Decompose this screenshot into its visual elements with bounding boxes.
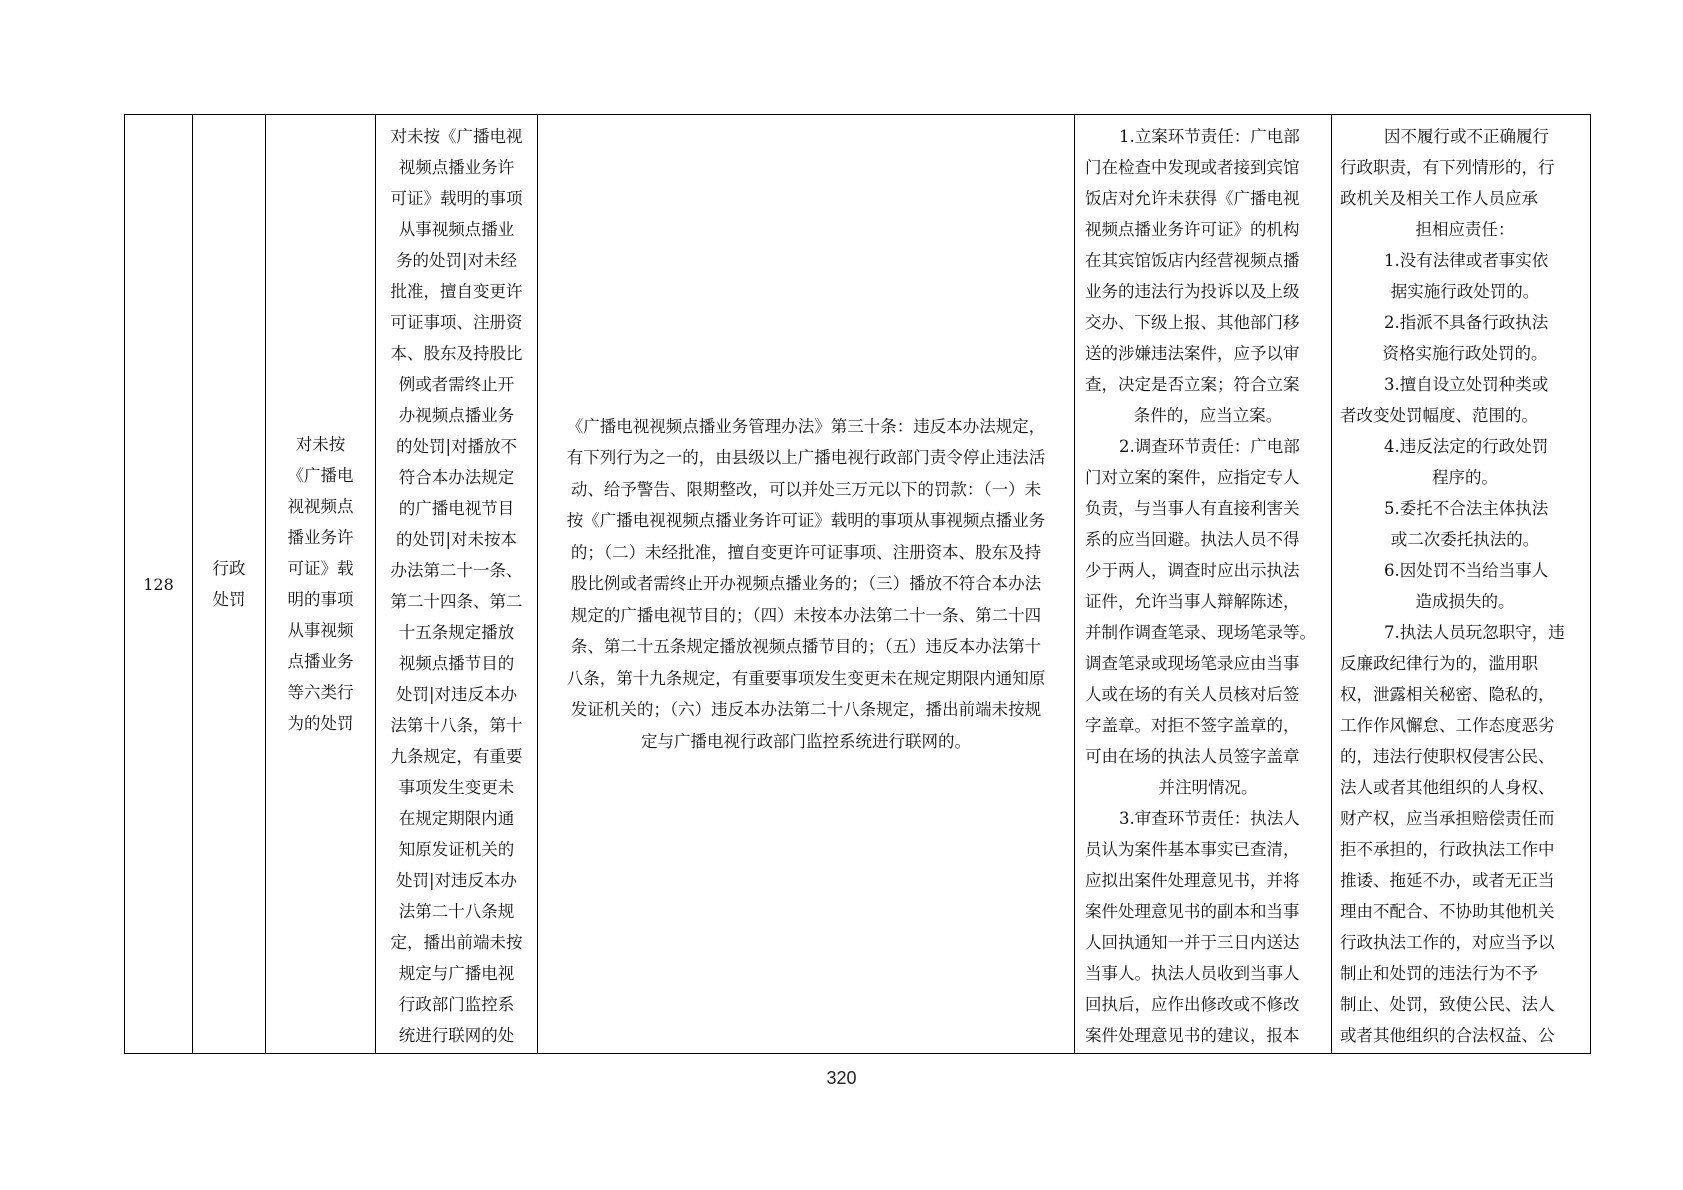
sub-item-line: 可证事项、注册资 [390,313,523,332]
liability-line: 5.委托不合法主体执法 [1384,499,1549,518]
liability-line: 理由不配合、不协助其他机关 [1340,902,1555,921]
liability-line: 6.因处罚不当给当事人 [1384,561,1549,580]
liability-line: 政机关及相关工作人员应承 [1340,189,1538,208]
table-row [125,115,1591,1054]
duty-line: 门在检查中发现或者接到宾馆 [1085,158,1300,177]
legal-basis-line: 《广播电视视频点播业务管理办法》第三十条：违反本办法规定， [566,416,1046,436]
sub-item-line: 行政部门监控系 [398,995,515,1014]
duty-line: 人回执通知一并于三日内送达 [1085,933,1300,952]
sub-item-line: 视频点播业务许 [398,158,515,177]
liability-line: 制止和处罚的违法行为不予 [1340,964,1538,983]
liability-line: 法人或者其他组织的人身权、 [1340,778,1555,797]
duty-line: 交办、下级上报、其他部门移 [1085,313,1300,332]
legal-basis-line: 规定的广播电视节目的；（四）未按本办法第二十一条、第二十四 [570,605,1042,625]
liability-line: 拒不承担的，行政执法工作中 [1340,840,1555,859]
duty-cell [1075,115,1332,1054]
liability-line: 资格实施行政处罚的。 [1382,344,1548,363]
liability-line: 因不履行或不正确履行 [1384,127,1549,146]
legal-basis-line: 八条，第十九条规定，有重要事项发生变更未在规定期限内通知原 [566,668,1046,688]
sub-item-line: 统进行联网的处 [398,1026,515,1045]
item-name-line: 视视频点 [287,497,354,516]
liability-line: 反廉政纪律行为的，滥用职 [1340,654,1538,673]
duty-line: 条件的，应当立案。 [1133,406,1283,425]
legal-basis-line: 按《广播电视视频点播业务许可证》载明的事项从事视频点播业务 [566,511,1046,531]
liability-line: 或二次委托执法的。 [1390,530,1540,549]
liability-line: 推诿、拖延不办，或者无正当 [1340,871,1555,890]
duty-line: 视频点播业务许可证》的机构 [1085,220,1300,239]
sub-item-line: 本、股东及持股比 [390,344,523,363]
duty-line: 并注明情况。 [1158,778,1258,797]
sub-item-line: 可证》载明的事项 [390,189,523,208]
row-number: 128 [125,115,193,1054]
sub-item-line: 视频点播节目的 [398,654,515,673]
liability-line: 或者其他组织的合法权益、公 [1340,1026,1555,1045]
liability-cell [1332,115,1591,1054]
duty-line: 在其宾馆饭店内经营视频点播 [1085,251,1300,270]
liability-line: 3.擅自设立处罚种类或 [1384,375,1549,394]
duty-line: 送的涉嫌违法案件，应予以审 [1085,344,1300,363]
sub-item-line: 法第二十八条规 [398,902,515,921]
duty-line: 案件处理意见书的建议，报本 [1085,1026,1300,1045]
duty-line: 1.立案环节责任：广电部 [1119,127,1300,146]
sub-item-line: 从事视频点播业 [398,220,515,239]
sub-item-line: 的处罚|对未按本 [395,530,518,549]
duty-line: 员认为案件基本事实已查清， [1085,840,1300,859]
regulation-table [124,114,1591,1054]
category-line: 处罚 [212,590,246,609]
legal-basis-line: 定与广播电视行政部门监控系统进行联网的。 [641,731,971,751]
liability-line: 的，违法行使职权侵害公民、 [1340,747,1555,766]
item-name-line: 可证》载 [287,559,354,578]
duty-line: 调查笔录或现场笔录应由当事 [1085,654,1300,673]
sub-items-text [376,115,537,1051]
liability-line: 程序的。 [1432,468,1498,487]
duty-line: 饭店对允许未获得《广播电视 [1085,189,1300,208]
legal-basis-line: 发证机关的；（六）违反本办法第二十八条规定，播出前端未按规 [570,700,1042,720]
item-name-line: 点播业务 [287,652,354,671]
duty-text [1075,115,1331,1051]
sub-item-line: 的处罚|对播放不 [395,437,518,456]
sub-item-line: 对未按《广播电视 [390,127,523,146]
category-text [193,553,265,615]
item-name-line: 为的处罚 [287,714,354,733]
sub-item-line: 事项发生变更未 [398,778,515,797]
sub-item-line: 例或者需终止开 [398,375,515,394]
item-name-line: 对未按 [295,435,346,454]
liability-line: 4.违反法定的行政处罚 [1384,437,1549,456]
duty-line: 少于两人，调查时应出示执法 [1085,561,1300,580]
page-number: 320 [826,1068,857,1088]
duty-line: 2.调查环节责任：广电部 [1119,437,1300,456]
duty-line: 证件，允许当事人辩解陈述， [1085,592,1300,611]
liability-line: 造成损失的。 [1415,592,1515,611]
liability-line: 2.指派不具备行政执法 [1384,313,1549,332]
duty-line: 业务的违法行为投诉以及上级 [1085,282,1300,301]
liability-text [1332,115,1590,1051]
liability-line: 据实施行政处罚的。 [1390,282,1540,301]
item-name-line: 明的事项 [287,590,354,609]
legal-basis-line: 股比例或者需终止开办视频点播业务的；（三）播放不符合本办法 [570,574,1042,594]
liability-line: 权，泄露相关秘密、隐私的， [1340,685,1555,704]
item-name-line: 播业务许 [287,528,354,547]
legal-basis-line: 的；（二）未经批准，擅自变更许可证事项、注册资本、股东及持 [570,542,1042,562]
duty-line: 应拟出案件处理意见书，并将 [1085,871,1300,890]
duty-line: 可由在场的执法人员签字盖章 [1085,747,1300,766]
liability-line: 担相应责任： [1415,220,1515,239]
sub-item-line: 符合本办法规定 [398,468,515,487]
duty-line: 负责，与当事人有直接利害关 [1085,499,1300,518]
liability-line: 者改变处罚幅度、范围的。 [1340,406,1538,425]
duty-line: 3.审查环节责任：执法人 [1119,809,1300,828]
sub-item-line: 在规定期限内通 [398,809,515,828]
liability-line: 工作作风懈怠、工作态度恶劣 [1340,716,1555,735]
sub-item-line: 定，播出前端未按 [390,933,523,952]
duty-line: 回执后，应作出修改或不修改 [1085,995,1300,1014]
sub-item-line: 处罚|对违反本办 [395,871,518,890]
sub-item-line: 第二十四条、第二 [390,592,523,611]
sub-item-line: 批准，擅自变更许 [390,282,523,301]
sub-item-line: 十五条规定播放 [398,623,515,642]
sub-item-line: 务的处罚|对未经 [395,251,518,270]
legal-basis-text [538,411,1074,758]
duty-line: 门对立案的案件，应指定专人 [1085,468,1300,487]
duty-line: 案件处理意见书的副本和当事 [1085,902,1300,921]
duty-line: 当事人。执法人员收到当事人 [1085,964,1300,983]
liability-line: 7.执法人员玩忽职守，违 [1384,623,1565,642]
sub-item-line: 法第十八条，第十 [390,716,523,735]
sub-item-line: 规定与广播电视 [398,964,515,983]
item-name-line: 等六类行 [287,683,354,702]
item-name-line: 从事视频 [287,621,354,640]
duty-line: 字盖章。对拒不签字盖章的， [1085,716,1300,735]
category-line: 行政 [212,559,246,578]
sub-items-cell [376,115,538,1054]
duty-line: 系的应当回避。执法人员不得 [1085,530,1300,549]
item-name-cell [266,115,376,1054]
duty-line: 人或在场的有关人员核对后签 [1085,685,1300,704]
liability-line: 行政执法工作的，对应当予以 [1340,933,1555,952]
sub-item-line: 处罚|对违反本办 [395,685,518,704]
legal-basis-line: 动、给予警告、限期整改，可以并处三万元以下的罚款：（一）未 [570,479,1042,499]
item-name-line: 《广播电 [287,466,354,485]
duty-line: 查，决定是否立案；符合立案 [1085,375,1300,394]
legal-basis-line: 有下列行为之一的，由县级以上广播电视行政部门责令停止违法活 [566,448,1046,468]
liability-line: 制止、处罚，致使公民、法人 [1340,995,1555,1014]
sub-item-line: 的广播电视节目 [398,499,515,518]
liability-line: 财产权，应当承担赔偿责任而 [1340,809,1555,828]
liability-line: 行政职责，有下列情形的，行 [1340,158,1555,177]
category-cell [193,115,266,1054]
item-name-text [272,429,369,739]
duty-line: 并制作调查笔录、现场笔录等。 [1085,623,1316,642]
sub-item-line: 九条规定，有重要 [390,747,523,766]
liability-line: 1.没有法律或者事实依 [1384,251,1549,270]
sub-item-line: 办法第二十一条、 [390,561,523,580]
legal-basis-cell [538,115,1075,1054]
sub-item-line: 办视频点播业务 [398,406,515,425]
sub-item-line: 知原发证机关的 [398,840,515,859]
legal-basis-line: 条、第二十五条规定播放视频点播节目的；（五）违反本办法第十 [570,637,1042,657]
